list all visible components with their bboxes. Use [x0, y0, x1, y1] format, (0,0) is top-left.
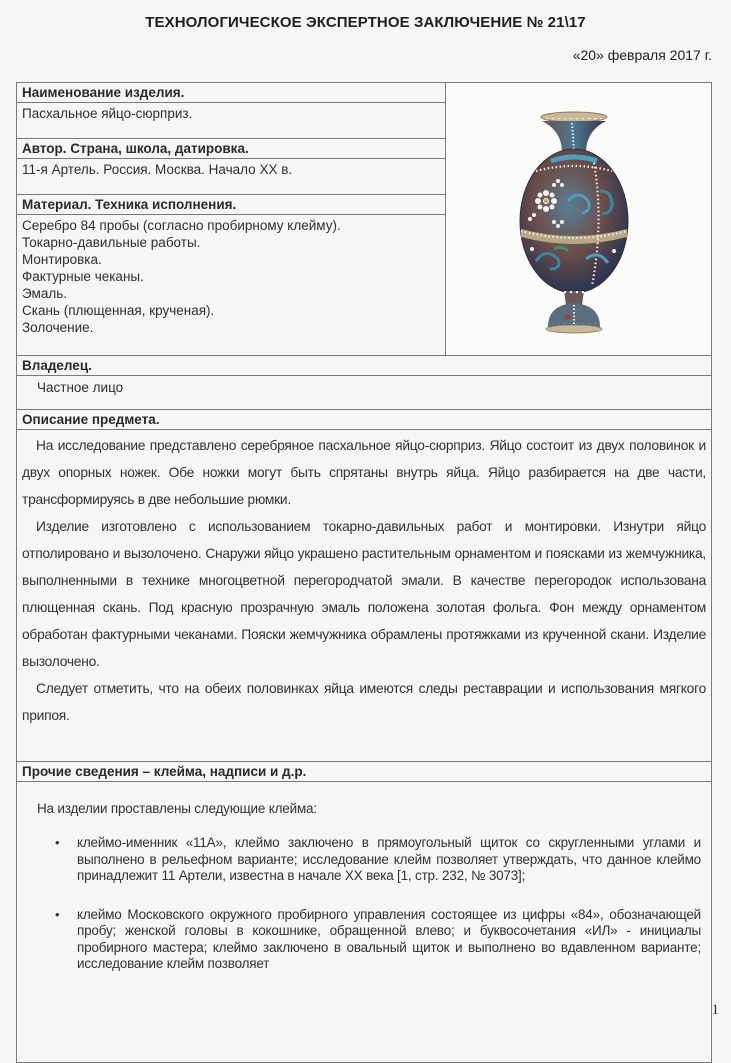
- author-label: Автор. Страна, школа, датировка.: [17, 139, 445, 159]
- description-paragraph: На исследование представлено серебряное пасхальное яйцо-сюрприз. Яйцо состоит из двух половинок и двух опорных ножек. Обе ножки могут быть спрятаны внутрь яйца. Яйцо разбирается на две части, трансформируясь в две небольшие рюмки.: [22, 438, 706, 507]
- material-line: Серебро 84 пробы (согласно пробирному клейму).: [22, 218, 341, 233]
- author-value: 11-я Артель. Россия. Москва. Начало XX в.: [17, 159, 445, 195]
- material-line: Эмаль.: [22, 286, 68, 301]
- description-label: Описание предмета.: [17, 410, 711, 430]
- description-paragraph: Следует отметить, что на обеих половинках яйца имеются следы реставрации и использования мягкого припоя.: [22, 681, 706, 723]
- mark-item: [55, 906, 701, 973]
- document-title: ТЕХНОЛОГИЧЕСКОЕ ЭКСПЕРТНОЕ ЗАКЛЮЧЕНИЕ № 21\17: [145, 14, 586, 31]
- easter-egg-photo: [496, 91, 666, 351]
- document-date: «20» февраля 2017 г.: [572, 47, 712, 63]
- bullet-icon: •: [55, 835, 60, 850]
- owner-label: Владелец.: [17, 356, 711, 376]
- owner-value: Частное лицо: [17, 376, 711, 410]
- name-label: Наименование изделия.: [17, 83, 445, 103]
- mark-text: клеймо Московского окружного пробирного управления состоящее из цифры «84», обозначающей пробу; женской головы в кокошнике, обращенной влево; и буквосочетания «ИЛ» - инициалы пробирного мастера; клеймо заключено в овальный щиток и выполнено во вдавленном варианте; исследование клейм позволяет: [77, 906, 701, 971]
- material-line: Токарно-давильные работы.: [22, 235, 201, 250]
- mark-item: [55, 835, 701, 885]
- name-value: Пасхальное яйцо-сюрприз.: [17, 103, 445, 139]
- description-body: [17, 430, 711, 762]
- material-line: Скань (плющенная, крученая).: [22, 303, 215, 318]
- mark-text: клеймо-именник «11А», клеймо заключено в прямоугольный щиток со скругленными углами и выполнено в рельефном варианте; исследование клейм позволяет утверждать, что данное клеймо принадлежит 11 Артели, известна в начале XX века [1, стр. 232, № 3073];: [77, 835, 701, 883]
- page-number: 1: [711, 1002, 719, 1018]
- marks-intro: На изделии проставлены следующие клейма:: [37, 801, 317, 816]
- expert-report-table: [16, 82, 712, 1063]
- top-area: [17, 83, 711, 356]
- bullet-icon: •: [55, 906, 60, 922]
- other-info-label: Прочие сведения – клейма, надписи и д.р.: [17, 762, 711, 782]
- material-label: Материал. Техника исполнения.: [17, 195, 445, 215]
- material-line: Монтировка.: [22, 252, 102, 267]
- photo-cell: [446, 83, 711, 355]
- material-line: Золочение.: [22, 320, 94, 335]
- other-info-body: [17, 782, 711, 1062]
- material-line: Фактурные чеканы.: [22, 269, 144, 284]
- material-value: [17, 215, 445, 345]
- left-column: [17, 83, 446, 355]
- description-paragraph: Изделие изготовлено с использованием токарно-давильных работ и монтировки. Изнутри яйцо отполировано и вызолочено. Снаружи яйцо украшено растительным орнаментом и поясками из жемчужника, выполненными в технике многоцветной перегородчатой эмали. В качестве перегородок использована плющенная скань. Под красную прозрачную эмаль положена золотая фольга. Фон между орнаментом обработан фактурными чеканами. Пояски жемчужника обрамлены протяжками из крученной скани. Изделие вызолочено.: [22, 519, 706, 669]
- marks-list: [37, 835, 701, 973]
